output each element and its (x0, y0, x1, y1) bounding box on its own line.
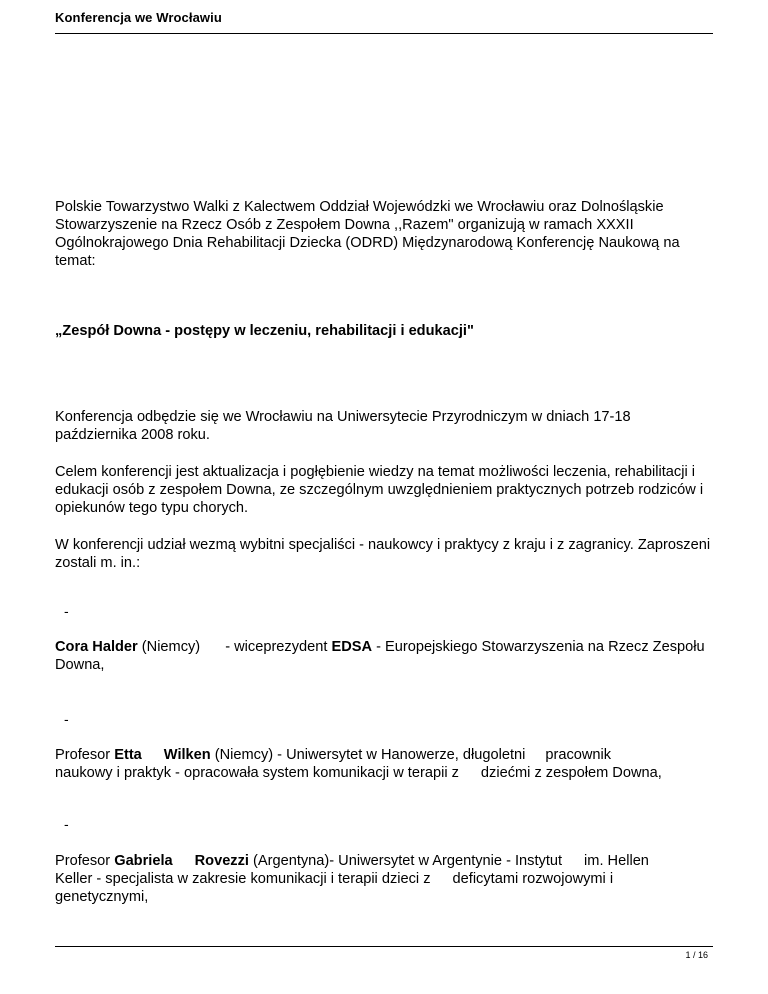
speaker-details: im. Hellen (584, 853, 649, 869)
speaker-country: (Niemcy) (137, 639, 201, 655)
bullet-marker: - (64, 603, 69, 619)
speaker-prefix: Profesor (55, 747, 115, 763)
speaker-details: genetycznymi, (55, 889, 149, 905)
dates-paragraph: Konferencja odbędzie się we Wrocławiu na Uniwersytecie Przyrodniczym w dniach 17-18 października 2008 roku. (55, 409, 631, 443)
bullet-marker: - (64, 711, 69, 727)
header-divider (55, 33, 713, 34)
participants-paragraph: W konferencji udział wezmą wybitni specjaliści - naukowcy i praktycy z kraju i z zagranicy. Zaproszeni zostali m. in.: (55, 537, 711, 571)
footer-divider (55, 946, 713, 947)
speaker-role-rest: - Europejskiego Stowarzyszenia na Rzecz Zespołu Downa, (55, 639, 705, 673)
speaker-entry (55, 638, 715, 674)
page-number: 1 / 16 (685, 950, 708, 960)
speaker-details: (Argentyna)- Uniwersytet w Argentynie - Instytut (248, 853, 563, 869)
speaker-details: pracownik (545, 747, 612, 763)
conference-title: „Zespół Downa - postępy w leczeniu, rehabilitacji i edukacji" (55, 323, 474, 339)
speaker-details: (Niemcy) - Uniwersytet w Hanowerze, długoletni (210, 747, 526, 763)
speaker-org-abbr: EDSA (331, 639, 373, 655)
speaker-prefix: Profesor (55, 853, 115, 869)
speaker-last-name: Rovezzi (194, 853, 249, 869)
speaker-details: dziećmi z zespołem Downa, (480, 765, 662, 781)
bullet-marker: - (64, 816, 69, 832)
speaker-details: Keller - specjalista w zakresie komunikacji i terapii dzieci z (55, 871, 431, 887)
speaker-first-name: Etta (114, 747, 142, 763)
speaker-first-name: Gabriela (114, 853, 173, 869)
intro-paragraph: Polskie Towarzystwo Walki z Kalectwem Oddział Wojewódzki we Wrocławiu oraz Dolnośląskie Stowarzyszenie na Rzecz Osób z Zespołem Downa ,,Razem" organizują w ramach XXXII Ogólnokrajowego Dnia Rehabilitacji Dziecka (ODRD) Międzynarodową Konferencję Naukową na temat: (55, 199, 680, 269)
document-header-title: Konferencja we Wrocławiu (55, 10, 222, 25)
speaker-entry (55, 746, 715, 782)
speaker-name: Cora Halder (55, 639, 138, 655)
speaker-details: naukowy i praktyk - opracowała system komunikacji w terapii z (55, 765, 459, 781)
speaker-details: deficytami rozwojowymi i (452, 871, 614, 887)
speaker-role-prefix: - wiceprezydent (221, 639, 332, 655)
goal-paragraph: Celem konferencji jest aktualizacja i pogłębienie wiedzy na temat możliwości leczenia, rehabilitacji i edukacji osób z zespołem Downa, ze szczególnym uwzględnieniem praktycznych potrzeb rodziców i opiekunów tego typu chorych. (55, 464, 704, 516)
speaker-last-name: Wilken (163, 747, 211, 763)
speaker-entry (55, 852, 715, 906)
